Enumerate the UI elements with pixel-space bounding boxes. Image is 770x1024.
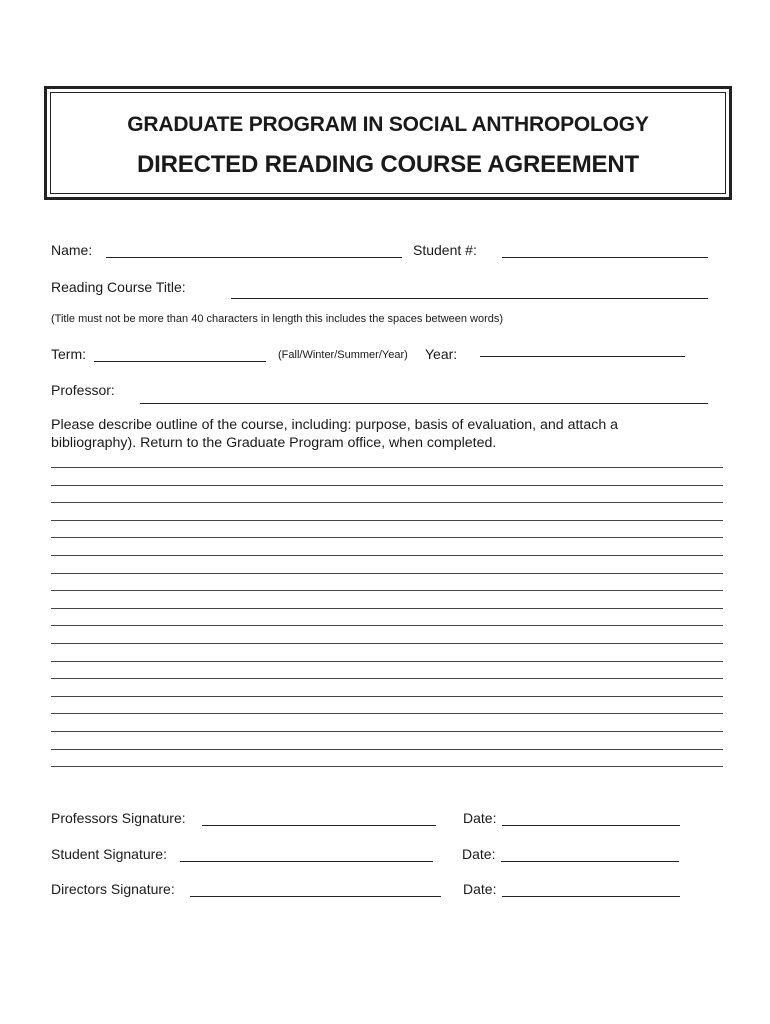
course-title-label: Reading Course Title:	[51, 279, 186, 295]
name-field[interactable]	[106, 257, 402, 258]
outline-line[interactable]	[51, 555, 723, 556]
outline-line[interactable]	[51, 608, 723, 609]
form-title: DIRECTED READING COURSE AGREEMENT	[137, 151, 639, 178]
student-signature-label: Student Signature:	[51, 846, 167, 862]
outline-line[interactable]	[51, 696, 723, 697]
director-signature-field[interactable]	[190, 896, 441, 897]
student-number-field[interactable]	[502, 257, 708, 258]
term-hint: (Fall/Winter/Summer/Year)	[278, 349, 408, 361]
instructions-text: Please describe outline of the course, including: purpose, basis of evaluation, and attach a bibliography). Return to the Graduate Program office, when completed.	[51, 417, 619, 451]
year-field[interactable]	[480, 356, 685, 357]
student-date-label: Date:	[462, 846, 496, 862]
outline-line[interactable]	[51, 713, 723, 714]
outline-line[interactable]	[51, 625, 723, 626]
name-label: Name:	[51, 242, 93, 258]
outline-line[interactable]	[51, 766, 723, 767]
student-signature-field[interactable]	[180, 861, 433, 862]
course-title-field[interactable]	[231, 298, 708, 299]
header-box	[44, 86, 732, 200]
professor-field[interactable]	[140, 403, 708, 404]
year-label: Year:	[425, 346, 458, 362]
outline-line[interactable]	[51, 502, 723, 503]
student-number-label: Student #:	[413, 242, 477, 258]
student-date-field[interactable]	[501, 861, 679, 862]
professor-date-field[interactable]	[502, 825, 680, 826]
director-date-field[interactable]	[502, 896, 680, 897]
term-field[interactable]	[94, 361, 266, 362]
professor-date-label: Date:	[463, 810, 497, 826]
outline-line[interactable]	[51, 749, 723, 750]
outline-line[interactable]	[51, 678, 723, 679]
course-title-note: (Title must not be more than 40 characters in length this includes the spaces between words)	[51, 313, 504, 325]
term-label: Term:	[51, 346, 86, 362]
professor-label: Professor:	[51, 382, 115, 398]
outline-line[interactable]	[51, 520, 723, 521]
outline-line[interactable]	[51, 731, 723, 732]
outline-line[interactable]	[51, 643, 723, 644]
director-date-label: Date:	[463, 881, 497, 897]
outline-line[interactable]	[51, 467, 723, 468]
program-title: GRADUATE PROGRAM IN SOCIAL ANTHROPOLOGY	[127, 113, 649, 136]
outline-line[interactable]	[51, 537, 723, 538]
outline-line[interactable]	[51, 590, 723, 591]
outline-line[interactable]	[51, 573, 723, 574]
outline-line[interactable]	[51, 485, 723, 486]
director-signature-label: Directors Signature:	[51, 881, 175, 897]
professor-signature-label: Professors Signature:	[51, 810, 186, 826]
outline-line[interactable]	[51, 661, 723, 662]
professor-signature-field[interactable]	[202, 825, 436, 826]
